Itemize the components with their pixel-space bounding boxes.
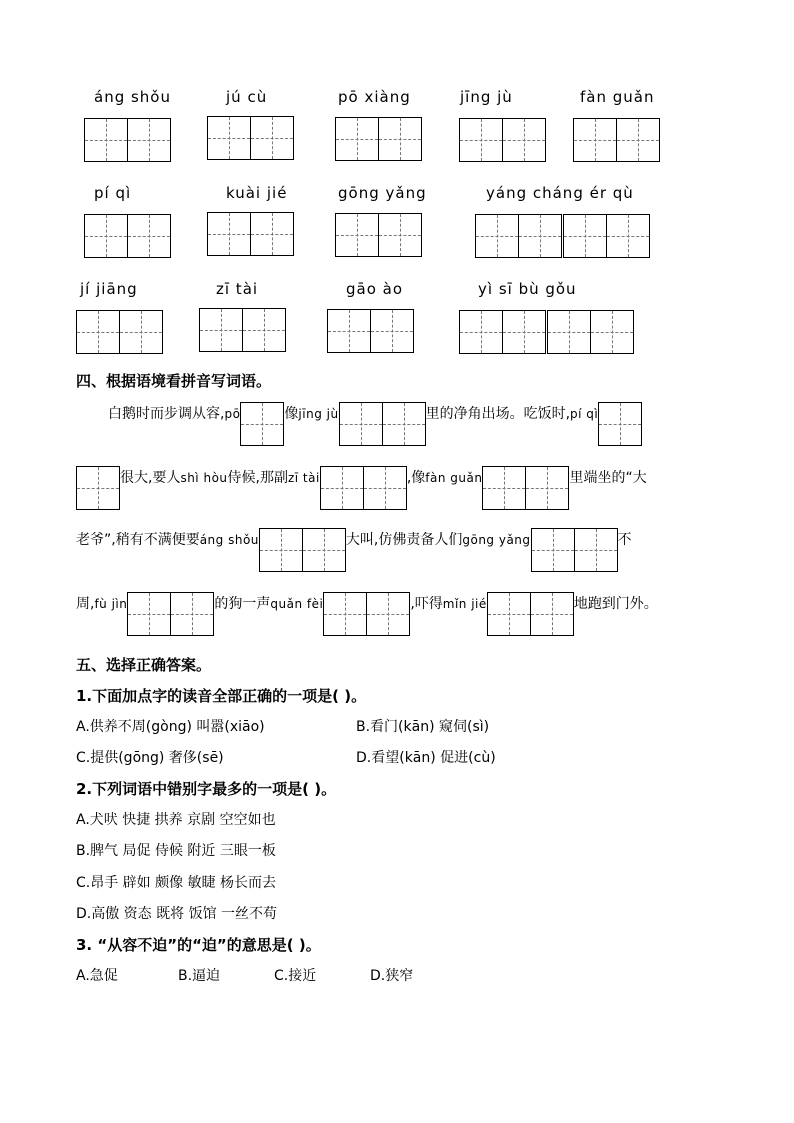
tianzige-grid[interactable]	[76, 466, 120, 510]
pinyin-inline: quǎn fèi	[270, 597, 324, 611]
pinyin-inline: jīng jù	[298, 407, 339, 421]
text: 白鹅时而步调从容,	[108, 406, 225, 422]
q3-option-b[interactable]: B.逼迫	[178, 968, 221, 984]
text: 老爷”,稍有不满便要	[76, 532, 200, 548]
tianzige-grid[interactable]	[459, 310, 634, 354]
pinyin-label: pō xiàng	[338, 88, 411, 106]
tianzige-grid[interactable]	[339, 402, 426, 446]
text: 像	[284, 406, 299, 422]
pinyin-inline: gōng yǎng	[462, 533, 531, 547]
tianzige-grid[interactable]	[531, 528, 618, 572]
question-1: 1.下面加点字的读音全部正确的一项是( )。	[76, 687, 367, 705]
section-5-title: 五、选择正确答案。	[76, 656, 212, 674]
tianzige-grid[interactable]	[84, 214, 171, 258]
pinyin-label: jí jiāng	[80, 280, 138, 298]
tianzige-grid[interactable]	[320, 466, 407, 510]
tianzige-grid[interactable]	[240, 402, 284, 446]
text: 地跑到门外。	[573, 596, 658, 612]
q2-option-c[interactable]: C.昂手 辟如 颇像 敏睫 杨长而去	[76, 875, 277, 891]
tianzige-grid[interactable]	[207, 116, 294, 160]
pinyin-label: kuài jié	[226, 184, 288, 202]
question-2: 2.下列词语中错别字最多的一项是( )。	[76, 780, 337, 798]
tianzige-grid[interactable]	[84, 118, 171, 162]
pinyin-label: gōng yǎng	[338, 184, 427, 202]
text: 大叫,仿佛责备人们	[345, 532, 463, 548]
text: 很大,要人	[120, 470, 181, 486]
tianzige-grid[interactable]	[573, 118, 660, 162]
q1-option-d[interactable]: D.看望(kān) 促进(cù)	[356, 750, 496, 766]
q3-option-c[interactable]: C.接近	[274, 968, 317, 984]
pinyin-label: yáng cháng ér qù	[486, 184, 634, 202]
text: 侍候,那副	[227, 470, 288, 486]
pinyin-inline: mǐn jié	[442, 597, 487, 611]
tianzige-grid[interactable]	[598, 402, 642, 446]
pinyin-label: fàn guǎn	[580, 88, 655, 106]
text: 不	[617, 532, 632, 548]
q1-option-c[interactable]: C.提供(gōng) 奢侈(sē)	[76, 750, 224, 766]
q2-option-b[interactable]: B.脾气 局促 侍候 附近 三眼一板	[76, 843, 276, 859]
text: 周,	[76, 596, 95, 612]
q2-option-a[interactable]: A.犬吠 快捷 拱养 京剧 空空如也	[76, 812, 276, 828]
pinyin-label: jú cù	[226, 88, 268, 106]
pinyin-label: zī tài	[216, 280, 259, 298]
question-3: 3. “从容不迫”的“迫”的意思是( )。	[76, 936, 321, 954]
context-paragraph-line-4	[76, 592, 658, 636]
tianzige-grid[interactable]	[482, 466, 569, 510]
pinyin-inline: pí qì	[570, 407, 599, 421]
pinyin-label: gāo ào	[346, 280, 404, 298]
tianzige-grid[interactable]	[199, 308, 286, 352]
text: 里端坐的“大	[569, 470, 647, 486]
pinyin-inline: pō	[224, 407, 241, 421]
context-paragraph-line-2	[76, 466, 647, 510]
text: ,吓得	[410, 596, 443, 612]
tianzige-grid[interactable]	[76, 310, 163, 354]
q2-option-d[interactable]: D.高傲 资态 既将 饭馆 一丝不苟	[76, 906, 278, 922]
pinyin-inline: fù jìn	[94, 597, 128, 611]
q3-option-d[interactable]: D.狭窄	[370, 968, 414, 984]
tianzige-grid[interactable]	[487, 592, 574, 636]
q1-option-a[interactable]: A.供养不周(gòng) 叫嚣(xiāo)	[76, 719, 265, 735]
text: ,像	[406, 470, 426, 486]
pinyin-label: jīng jù	[460, 88, 513, 106]
q1-option-b[interactable]: B.看门(kān) 窥伺(sì)	[356, 719, 490, 735]
pinyin-inline: fàn guǎn	[425, 471, 483, 485]
pinyin-label: áng shǒu	[94, 88, 171, 106]
q3-option-a[interactable]: A.急促	[76, 968, 118, 984]
section-4-title: 四、根据语境看拼音写词语。	[76, 372, 272, 390]
text: 的狗一声	[214, 596, 271, 612]
pinyin-label: yì sī bù gǒu	[478, 280, 577, 298]
tianzige-grid[interactable]	[127, 592, 214, 636]
pinyin-inline: shì hòu	[180, 471, 228, 485]
pinyin-label: pí qì	[94, 184, 132, 202]
tianzige-grid[interactable]	[335, 213, 422, 257]
pinyin-inline: zī tài	[287, 471, 320, 485]
tianzige-grid[interactable]	[459, 118, 546, 162]
text: 里的净角出场。吃饭时,	[425, 406, 571, 422]
tianzige-grid[interactable]	[207, 212, 294, 256]
context-paragraph-line-3	[76, 528, 632, 572]
pinyin-inline: áng shǒu	[199, 533, 259, 547]
context-paragraph-line-1	[108, 402, 642, 446]
tianzige-grid[interactable]	[335, 117, 422, 161]
tianzige-grid[interactable]	[475, 214, 650, 258]
tianzige-grid[interactable]	[327, 309, 414, 353]
tianzige-grid[interactable]	[259, 528, 346, 572]
tianzige-grid[interactable]	[323, 592, 410, 636]
